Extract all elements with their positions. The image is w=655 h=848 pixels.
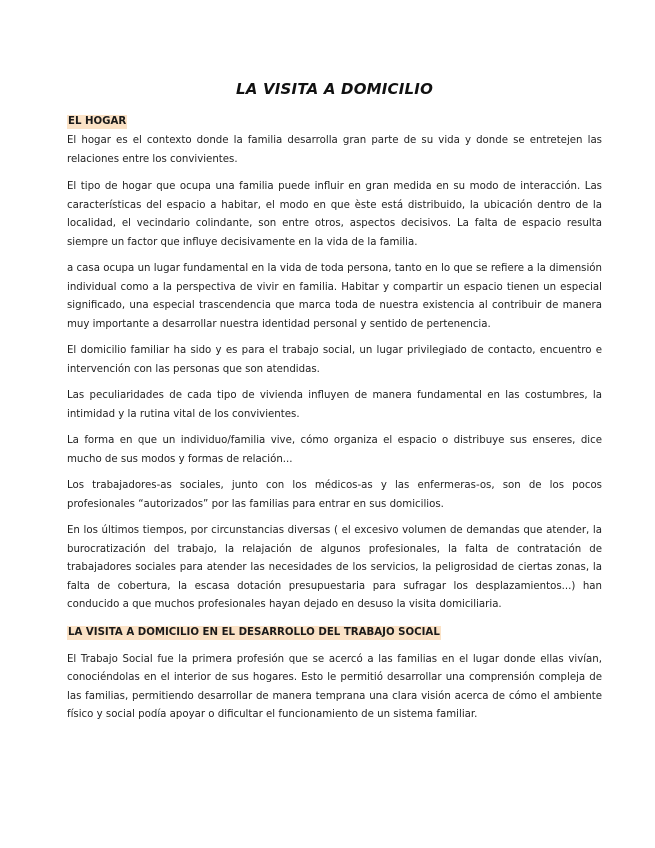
document-title: LA VISITA A DOMICILIO [235, 80, 434, 98]
section-heading-wrap [67, 623, 602, 640]
paragraph: La forma en que un individuo/familia vive, cómo organiza el espacio o distribuye sus enseres, dice mucho de sus modos y formas de relación... [67, 435, 602, 465]
section-el-hogar [67, 112, 602, 615]
paragraph: El Trabajo Social fue la primera profesión que se acercó a las familias en el lugar donde ellas vivían, conociéndolas en el interior de sus hogares. Esto le permitió desarrollar una comprensión compleja de las familias, permitiendo desarrollar de manera temprana una clara visión acerca de cómo el ambiente físico y social podía apoyar o dificultar el funcionamiento de un sistema familiar. [67, 653, 602, 720]
section-heading: LA VISITA A DOMICILIO EN EL DESARROLLO DEL TRABAJO SOCIAL [68, 626, 440, 638]
paragraph: Los trabajadores-as sociales, junto con los médicos-as y las enfermeras-os, son de los pocos profesionales “autorizados” por las familias para entrar en sus domicilios. [67, 480, 602, 510]
paragraph: Las peculiaridades de cada tipo de vivienda influyen de manera fundamental en las costumbres, la intimidad y la rutina vital de los convivientes. [67, 390, 602, 420]
paragraph: El hogar es el contexto donde la familia desarrolla gran parte de su vida y donde se entretejen las relaciones entre los convivientes. [67, 135, 602, 165]
paragraph: En los últimos tiempos, por circunstancias diversas ( el excesivo volumen de demandas que atender, la burocratización del trabajo, la relajación de algunos profesionales, la falta de contratación de trabajadores sociales para atender las necesidades de los servicios, la peligrosidad de ciertas zonas, la falta de cobertura, la escasa dotación presupuestaria para sufragar los desplazamientos...) han conducido a que muchos profesionales hayan dejado en desuso la visita domiciliaria. [67, 525, 602, 610]
document-body [67, 78, 602, 733]
section-visita-trabajo-social [67, 623, 602, 725]
section-heading: EL HOGAR [68, 116, 127, 127]
paragraph: El tipo de hogar que ocupa una familia puede influir en gran medida en su modo de interacción. Las características del espacio a habitar, el modo en que èste está distribuido, la ubicación dentro de la localidad, el vecindario colindante, son entre otros, aspectos decisivos. La falta de espacio resulta siempre un factor que influye decisivamente en la vida de la familia. [67, 181, 602, 248]
paragraph: a casa ocupa un lugar fundamental en la vida de toda persona, tanto en lo que se refiere a la dimensión individual como a la perspectiva de vivir en familia. Habitar y compartir un espacio tienen un especial significado, una especial trascendencia que marca toda de nuestra existencia al contribuir de manera muy importante a desarrollar nuestra identidad personal y sentido de pertenencia. [67, 263, 602, 330]
paragraph: El domicilio familiar ha sido y es para el trabajo social, un lugar privilegiado de contacto, encuentro e intervención con las personas que son atendidas. [67, 345, 602, 375]
section-heading-wrap [67, 112, 602, 129]
